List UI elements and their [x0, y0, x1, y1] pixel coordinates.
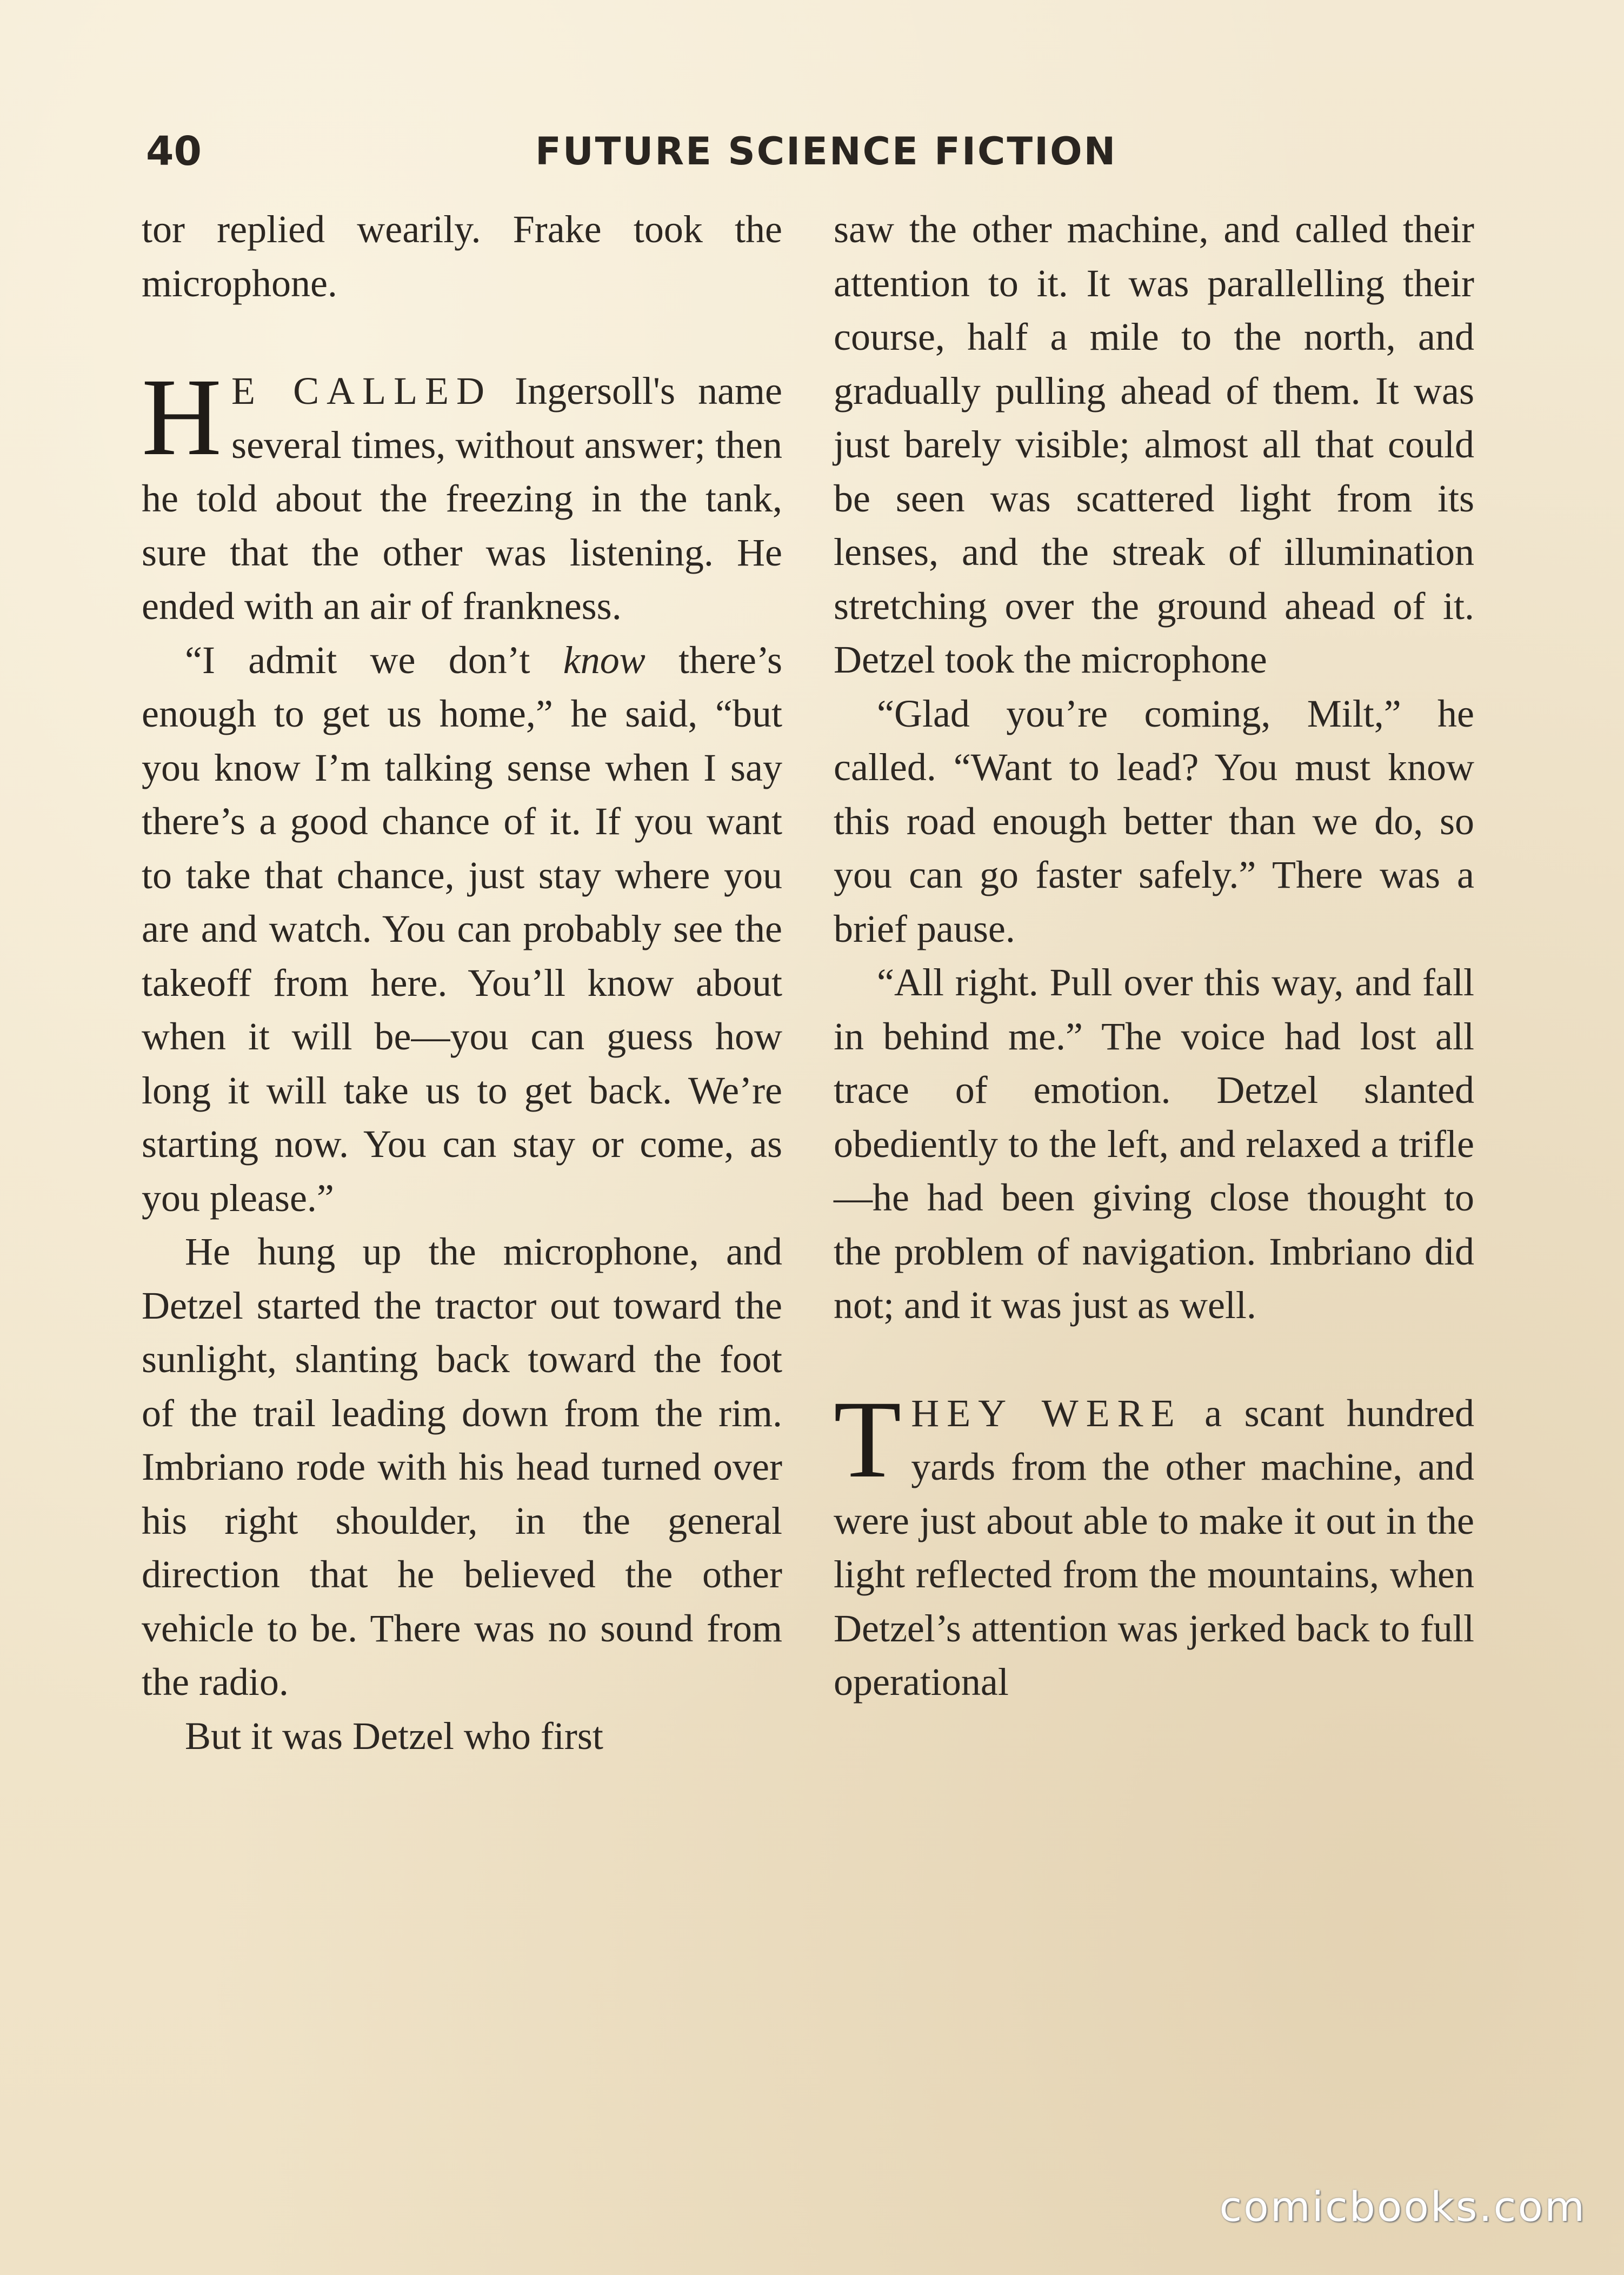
section-opening-paragraph: [142, 356, 782, 634]
paragraph: tor replied wearily. Frake took the microphone.: [142, 208, 782, 305]
section-break: [834, 1333, 1474, 1387]
paragraph: “All right. Pull over this way, and fall in behind me.” The voice had lost all trace of emotion. Detzel slanted obediently to the left, and relaxed a trifle—he had been giving close thought to the problem of navigation. Imbriano did not; and it was just as well.: [834, 961, 1474, 1327]
paragraph-text: a scant hundred yards from the other machine, and were just about able to make it out in the light reflected from the mountains, when Detzel’s attention was jerked back to full operational: [834, 1391, 1474, 1704]
paragraph: He hung up the microphone, and Detzel started the tractor out toward the sunlight, slanting back toward the foot of the trail leading down from the rim. Imbriano rode with his head turned over his right shoulder, in the general direction that he believed the other vehicle to be. There was no sound from the radio.: [142, 1230, 782, 1704]
right-column: [834, 203, 1474, 1709]
paragraph-text: Ingersoll's name several times, without answer; then he told about the freezing in the tank, sure that the other was listening. He ended with an air of frankness.: [142, 369, 782, 628]
paragraph-text: “I admit we don’t: [185, 638, 563, 682]
section-break: [142, 310, 782, 364]
paragraph: saw the other machine, and called their attention to it. It was parallelling their course, half a mile to the north, and gradually pulling ahead of them. It was just barely visible; almost all that could be seen was scattered light from its lenses, and the streak of illumination stretching over the ground ahead of it. Detzel took the microphone: [834, 208, 1474, 681]
watermark: comicbooks.com: [1219, 2183, 1586, 2231]
drop-cap: T: [834, 1378, 902, 1501]
section-opening-paragraph: [834, 1378, 1474, 1709]
drop-cap: H: [142, 356, 222, 478]
running-head: [146, 122, 1487, 181]
paragraph: “Glad you’re coming, Milt,” he called. “Want to lead? You must know this road enough better than we do, so you can go faster safely.” There was a brief pause.: [834, 691, 1474, 950]
paragraph: [142, 634, 782, 1226]
emphasized-word: know: [563, 638, 645, 682]
paragraph: But it was Detzel who first: [185, 1714, 603, 1758]
small-caps-lead: E CALLED: [231, 369, 492, 413]
small-caps-lead: HEY WERE: [911, 1391, 1182, 1435]
left-column: [142, 203, 782, 1763]
paragraph-text: there’s enough to get us home,” he said, “but you know I’m talking sense when I say there’s a good chance of it. If you want to take that chance, just stay where you are and watch. You can probably see the takeoff from here. You’ll know about when it will be—you can guess how long it will take us to get back. We’re starting now. You can stay or come, as you please.”: [142, 638, 782, 1220]
page-number: 40: [146, 128, 202, 175]
magazine-title: FUTURE SCIENCE FICTION: [535, 129, 1117, 174]
